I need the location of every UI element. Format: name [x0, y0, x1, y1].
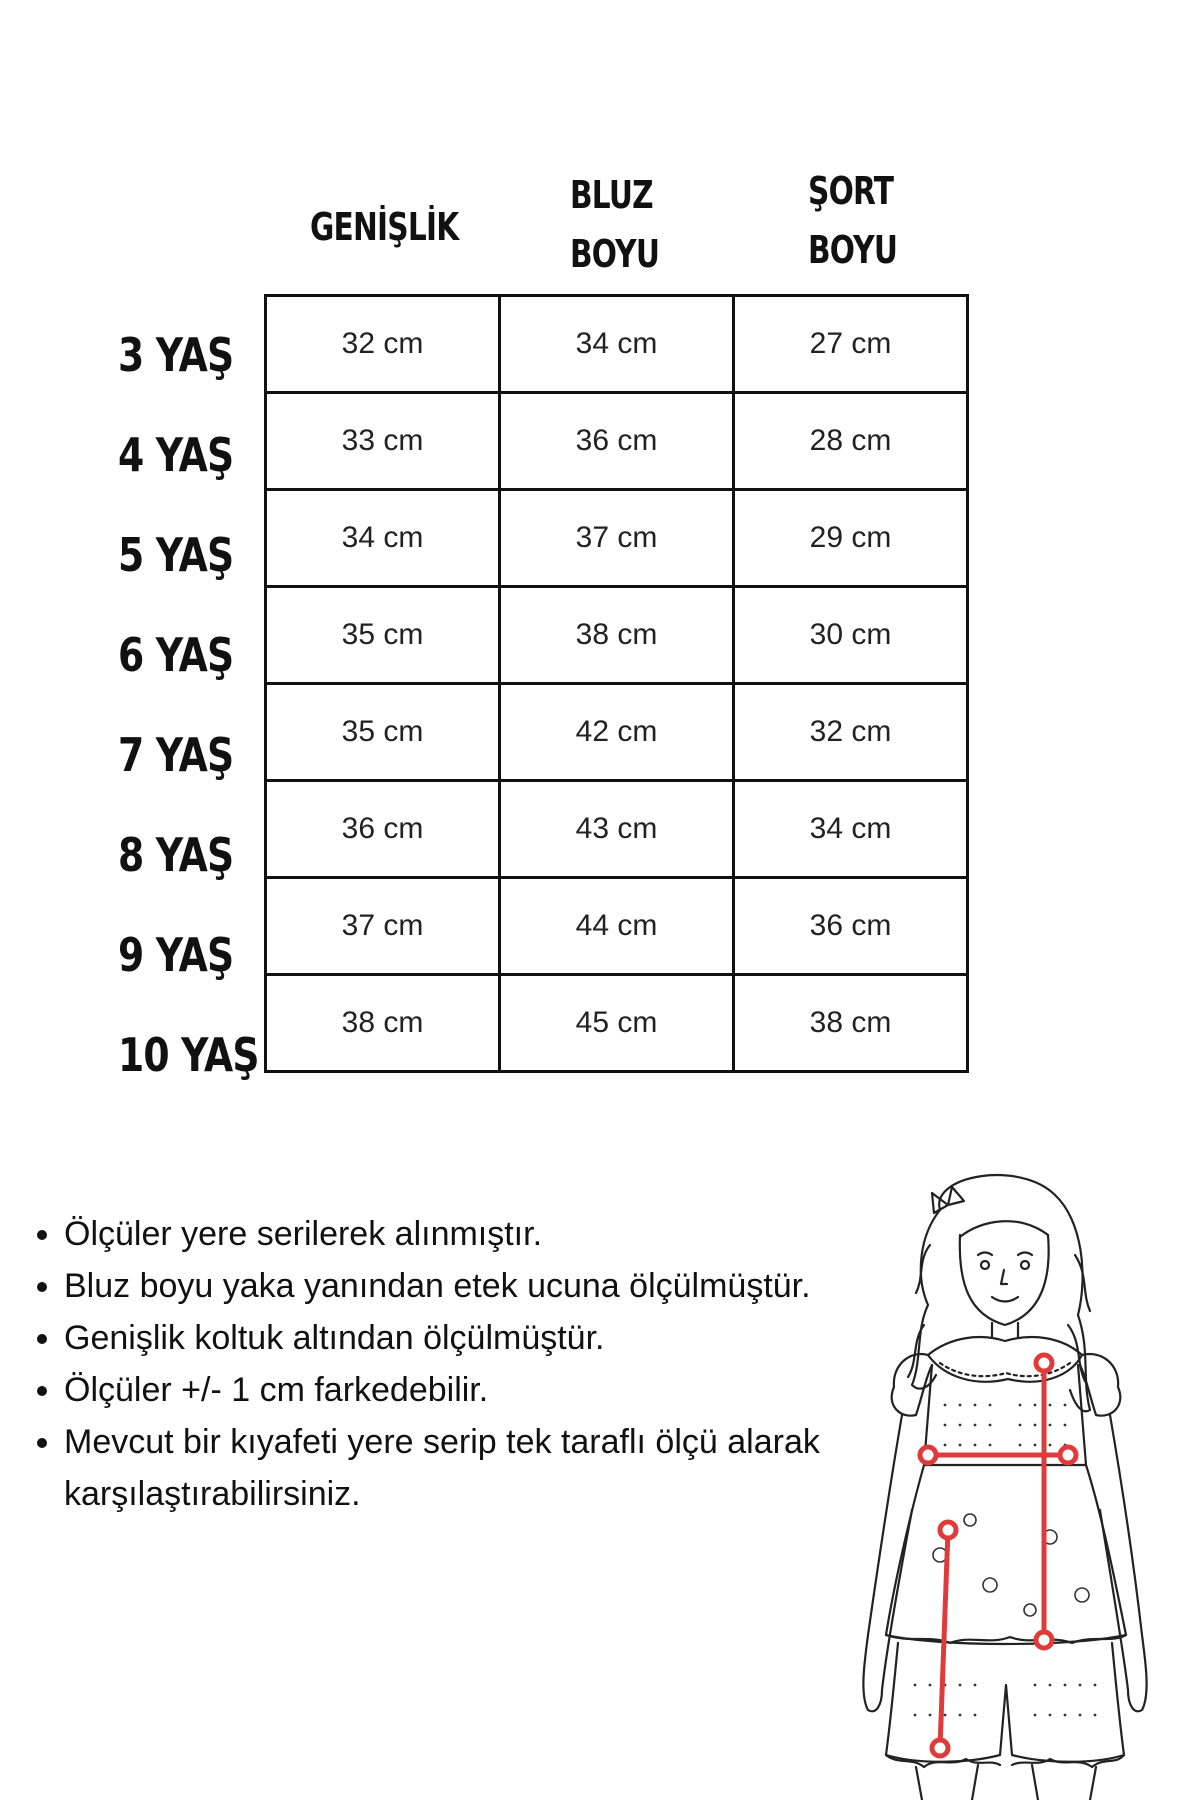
table-cell: 43 cm — [500, 781, 734, 878]
list-item: • Ölçüler yere serilerek alınmıştır. — [64, 1208, 944, 1260]
table-row — [266, 490, 968, 587]
column-header-bluz-boyu — [570, 166, 659, 284]
list-item: • Bluz boyu yaka yanından etek ucuna ölçülmüştür. — [64, 1260, 944, 1312]
table-cell: 34 cm — [266, 490, 500, 587]
measurement-notes-list — [30, 1208, 944, 1520]
table-row — [266, 296, 968, 393]
row-label-6: 6 YAŞ — [118, 628, 234, 682]
table-cell: 37 cm — [500, 490, 734, 587]
list-item: • Mevcut bir kıyafeti yere serip tek taraflı ölçü alarak karşılaştırabilirsiniz. — [64, 1416, 944, 1520]
row-label-5: 5 YAŞ — [118, 528, 234, 582]
table-cell: 36 cm — [734, 878, 968, 975]
column-header-genislik — [310, 198, 458, 257]
column-header-sort-boyu — [808, 162, 897, 280]
table-row — [266, 781, 968, 878]
table-cell: 38 cm — [266, 975, 500, 1072]
table-cell: 35 cm — [266, 684, 500, 781]
row-label-8: 8 YAŞ — [118, 828, 234, 882]
table-cell: 34 cm — [500, 296, 734, 393]
table-cell: 38 cm — [500, 587, 734, 684]
table-cell: 36 cm — [500, 393, 734, 490]
table-cell: 32 cm — [266, 296, 500, 393]
table-cell: 38 cm — [734, 975, 968, 1072]
column-header-line: ŞORT — [808, 169, 894, 213]
table-row — [266, 684, 968, 781]
table-cell: 36 cm — [266, 781, 500, 878]
table-row — [266, 975, 968, 1072]
table-cell: 42 cm — [500, 684, 734, 781]
row-label-7: 7 YAŞ — [118, 728, 234, 782]
list-item: • Ölçüler +/- 1 cm farkedebilir. — [64, 1364, 944, 1416]
row-label-9: 9 YAŞ — [118, 928, 234, 982]
row-label-3: 3 YAŞ — [118, 328, 234, 382]
column-header-line: GENİŞLİK — [310, 205, 459, 249]
size-chart-table — [264, 294, 969, 1073]
table-cell: 28 cm — [734, 393, 968, 490]
table-cell: 35 cm — [266, 587, 500, 684]
table-row — [266, 393, 968, 490]
table-cell: 29 cm — [734, 490, 968, 587]
list-item: • Genişlik koltuk altından ölçülmüştür. — [64, 1312, 944, 1364]
table-cell: 27 cm — [734, 296, 968, 393]
table-row — [266, 587, 968, 684]
table-cell: 34 cm — [734, 781, 968, 878]
table-cell: 45 cm — [500, 975, 734, 1072]
table-cell: 30 cm — [734, 587, 968, 684]
table-cell: 37 cm — [266, 878, 500, 975]
table-cell: 32 cm — [734, 684, 968, 781]
table-cell: 33 cm — [266, 393, 500, 490]
column-header-line: BOYU — [570, 231, 660, 276]
table-cell: 44 cm — [500, 878, 734, 975]
column-header-line: BOYU — [808, 227, 898, 272]
row-label-4: 4 YAŞ — [118, 428, 234, 482]
column-header-line: BLUZ — [570, 173, 653, 217]
table-row — [266, 878, 968, 975]
row-label-10: 10 YAŞ — [118, 1028, 259, 1082]
